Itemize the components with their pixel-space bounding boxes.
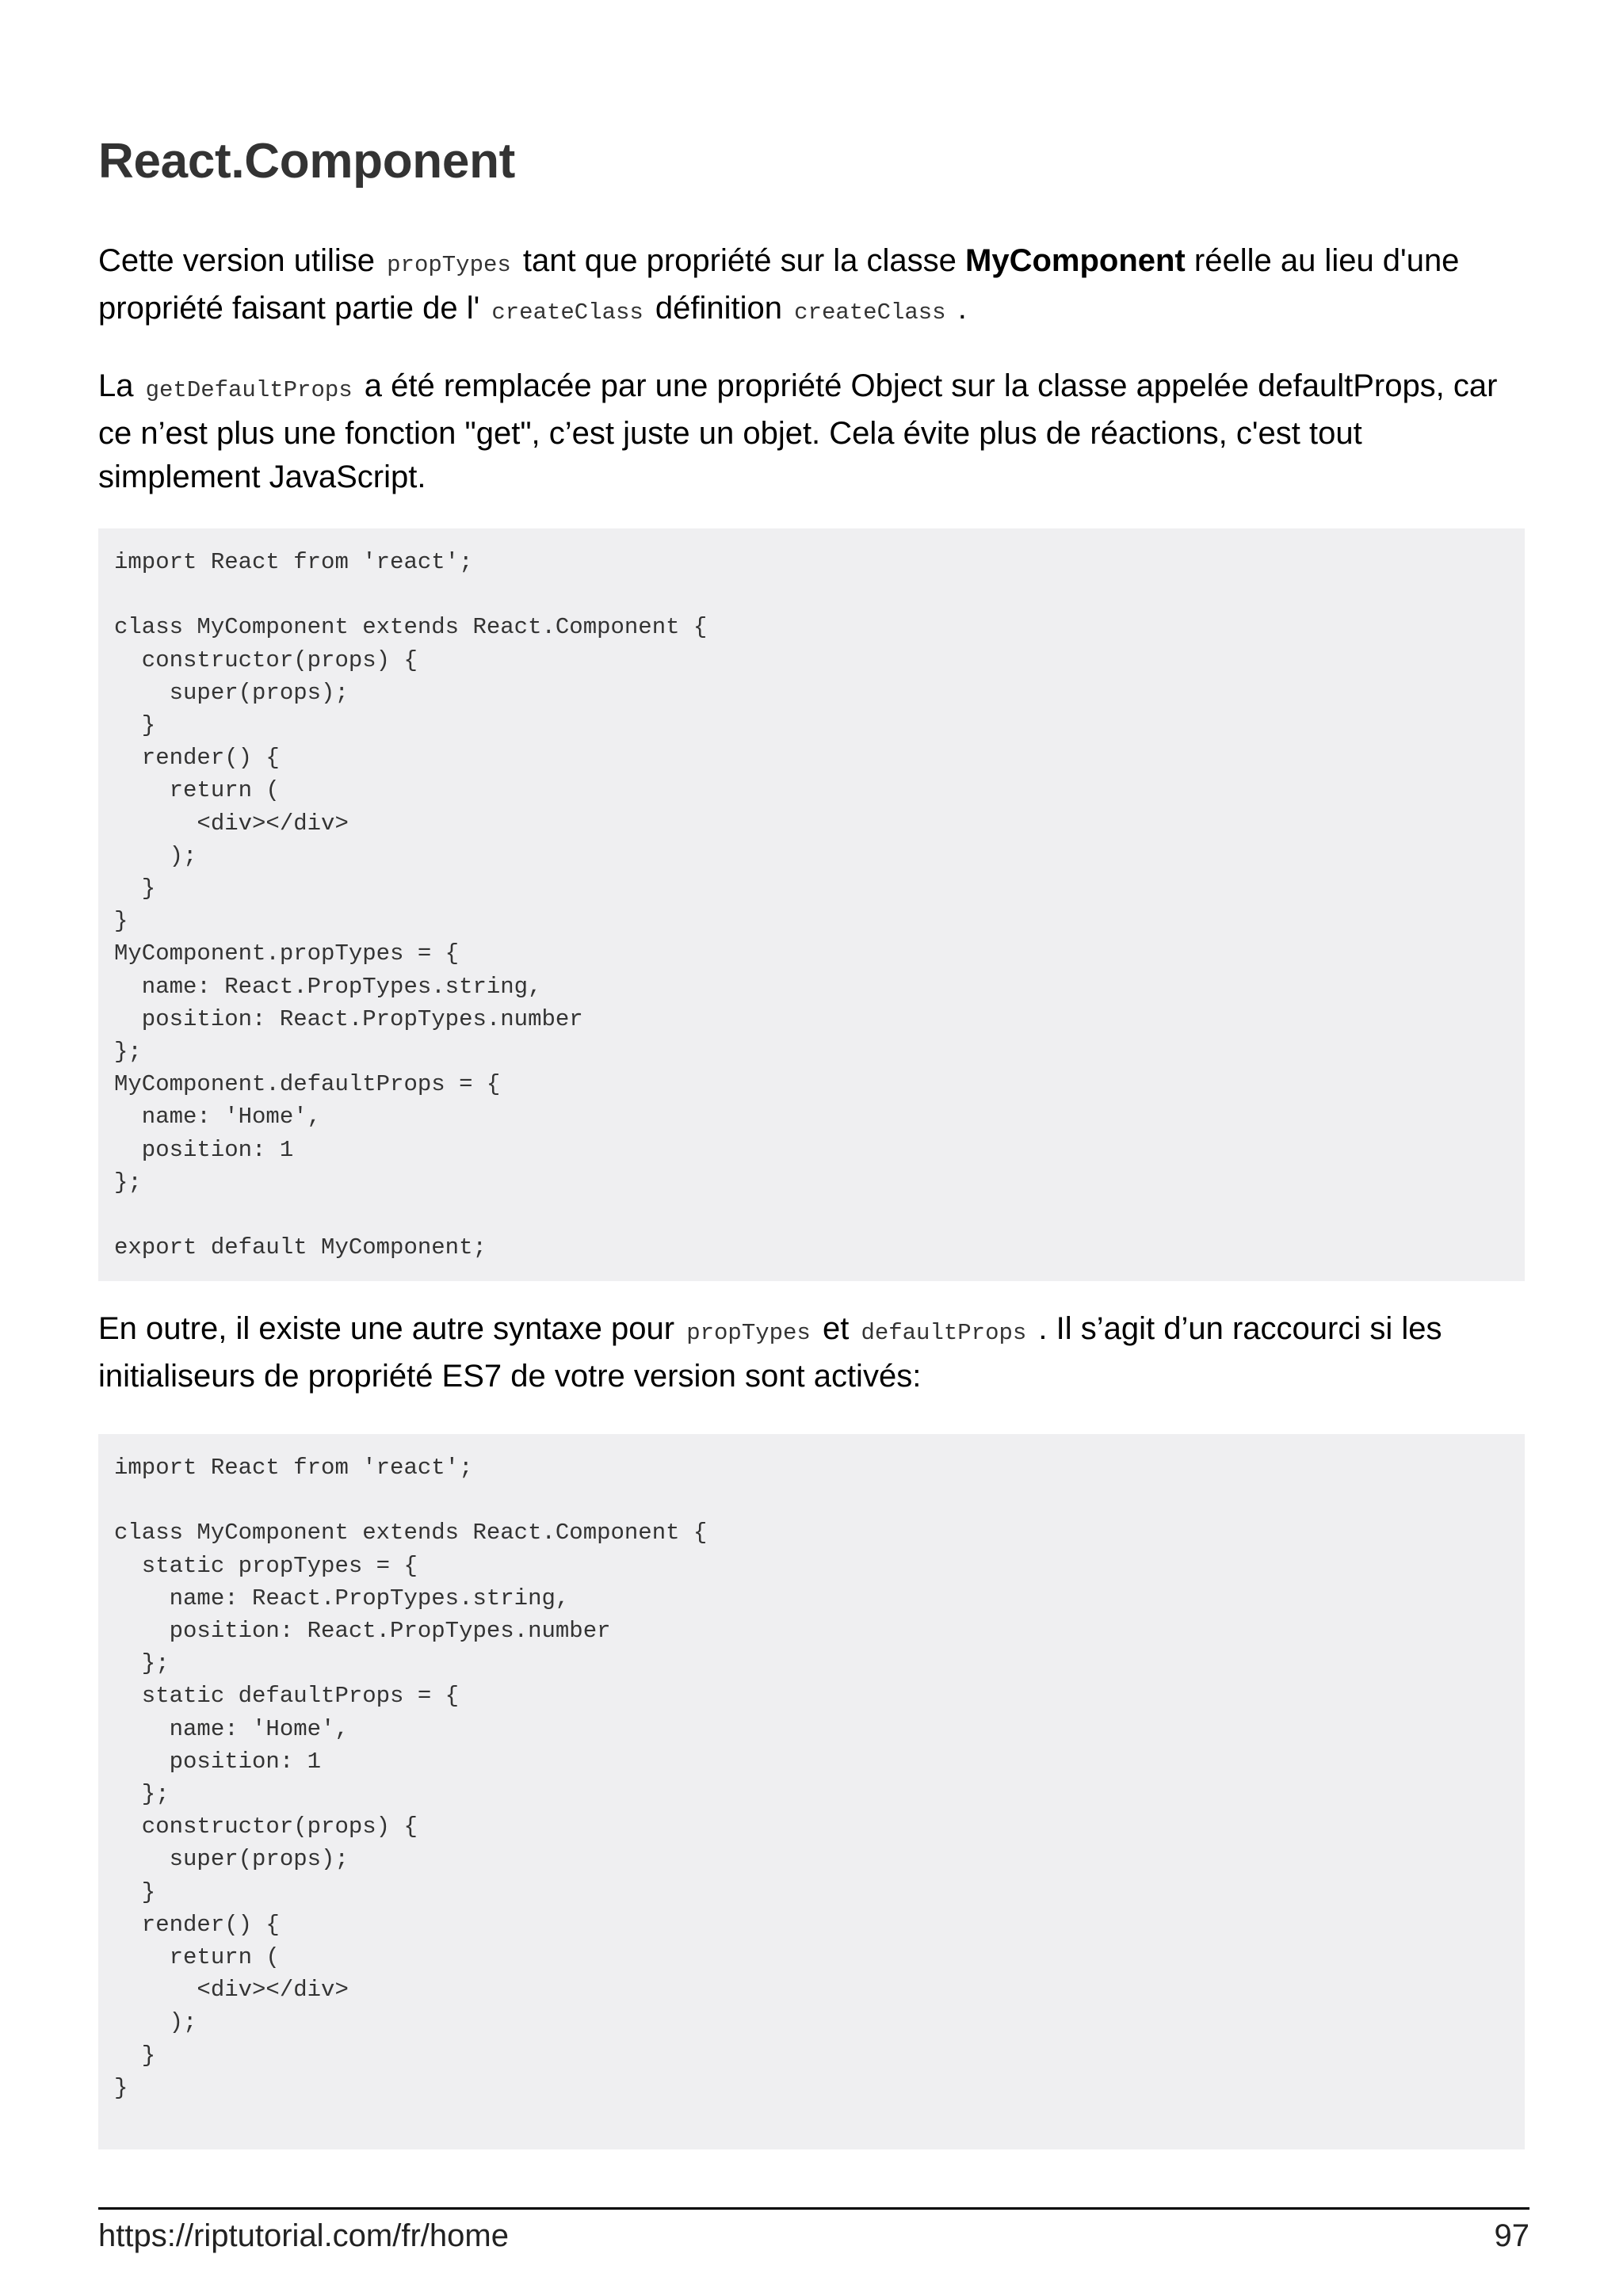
paragraph-default-props — [98, 364, 1525, 499]
document-page — [98, 0, 1529, 2296]
inline-code: propTypes — [387, 252, 511, 278]
inline-code: propTypes — [686, 1320, 811, 1346]
text: tant que propriété sur la classe — [514, 243, 965, 278]
inline-code: createClass — [491, 299, 643, 326]
text: En outre, il existe une autre syntaxe pour — [98, 1311, 684, 1346]
text: La — [98, 368, 143, 403]
inline-code: getDefaultProps — [145, 377, 353, 403]
code-text: import React from 'react'; class MyComponent extends React.Component { constructor(props) { super(props); } render() { return ( <div></div> ); } } MyComponent.propTypes = { name: React.PropTypes.string, position: React.PropTypes.number }; MyComponent.defaultProps = { name: 'Home', position: 1 }; export default MyComponent; — [114, 549, 708, 1261]
code-block-static-props — [98, 1434, 1525, 2149]
inline-code: defaultProps — [861, 1320, 1027, 1346]
text: définition — [646, 291, 792, 326]
text: Cette version utilise — [98, 243, 384, 278]
footer-divider — [98, 2207, 1529, 2210]
section-heading: React.Component — [98, 134, 515, 189]
paragraph-intro — [98, 239, 1525, 334]
text: . — [949, 291, 967, 326]
text: . Il s’agit d’un raccourci si les initialiseurs de propriété ES7 de votre version sont activés: — [98, 1311, 1442, 1394]
bold-text: MyComponent — [965, 243, 1186, 278]
text: a été remplacée par une propriété Object sur la classe appelée defaultProps, car ce n’est plus une fonction "get", c’est juste un objet. Cela évite plus de réactions, c'est tout simplement JavaScript. — [98, 368, 1498, 494]
text: et — [813, 1311, 858, 1346]
text: réelle au lieu d'une propriété faisant partie de l' — [98, 243, 1460, 326]
paragraph-alt-syntax — [98, 1307, 1525, 1398]
footer-url: https://riptutorial.com/fr/home — [98, 2218, 509, 2253]
code-text: import React from 'react'; class MyComponent extends React.Component { static propTypes = { name: React.PropTypes.string, position: React.PropTypes.number }; static defaultProps = { name: 'Home', position: 1 }; constructor(props) { super(props); } render() { return ( <div></div> ); } } — [114, 1455, 708, 2101]
page-number: 97 — [1494, 2218, 1529, 2253]
inline-code: createClass — [794, 299, 946, 326]
code-block-class-component — [98, 528, 1525, 1281]
